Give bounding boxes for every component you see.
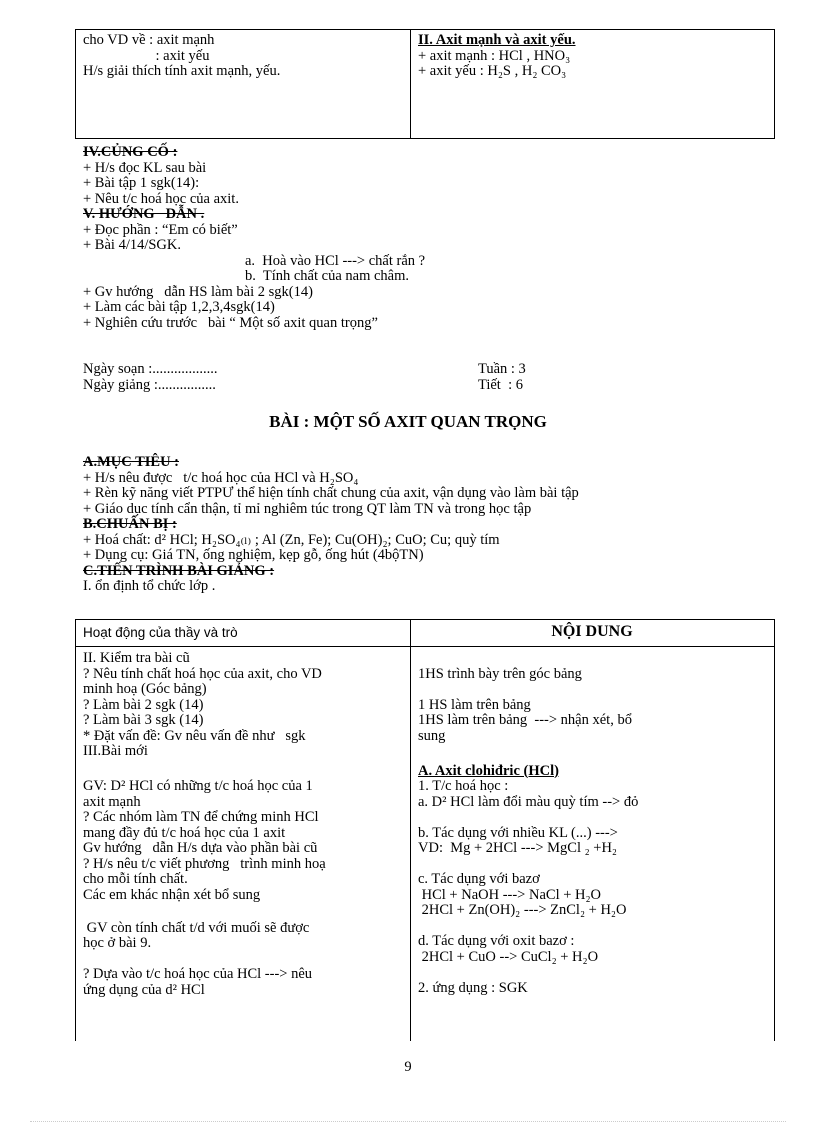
text-line: + Bài 4/14/SGK. — [83, 237, 182, 253]
table-cell-line: ? Các nhóm làm TN để chứng minh HCl — [83, 809, 319, 825]
cung-co-section — [83, 145, 425, 331]
table-left-column — [83, 651, 405, 998]
text-line: + Nêu t/c hoá học của axit. — [83, 190, 239, 207]
text-line: + Làm các bài tập 1,2,3,4sgk(14) — [83, 299, 275, 315]
table-cell-line: HCl + NaOH ---> NaCl + H₂O — [418, 886, 602, 903]
text-line: + Nghiên cứu trước bài “ Một số axit quan trọng” — [83, 314, 378, 331]
text-line: : axit yếu — [83, 47, 210, 64]
table-cell-line: b. Tác dụng với nhiều KL (...) ---> — [418, 824, 618, 841]
table-cell-line: ? Làm bài 2 sgk (14) — [83, 696, 204, 713]
text-line: + Rèn kỹ năng viết PTPƯ thể hiện tính chất chung của axit, vận dụng vào làm bài tập — [83, 485, 579, 501]
section-heading: B.CHUẨN BỊ : — [83, 516, 177, 532]
section-heading: V. HƯỚNG DẪN . — [83, 206, 205, 222]
table-cell-line: ? Dựa vào t/c hoá học của HCl ---> nêu — [83, 966, 313, 982]
table-cell-line: A. Axit clohiđric (HCl) — [418, 762, 559, 779]
table-cell-line: ? H/s nêu t/c viết phương trình minh hoạ — [83, 855, 326, 872]
table-cell-line: II. Kiểm tra bài cũ — [83, 650, 190, 666]
table-cell-line: 2HCl + Zn(OH)₂ ---> ZnCl₂ + H₂O — [418, 902, 627, 918]
section-heading: A.MỤC TIÊU : — [83, 454, 179, 470]
top-table-divider — [410, 29, 411, 139]
section-heading: C.TIẾN TRÌNH BÀI GIẢNG : — [83, 562, 275, 579]
page-title: BÀI : MỘT SỐ AXIT QUAN TRỌNG — [269, 412, 547, 431]
table-cell-line: minh hoạ (Góc bảng) — [83, 681, 207, 697]
text-line: + axit yếu : H₂S , H₂ CO₃ — [418, 63, 567, 79]
text-line: + H/s đọc KL sau bài — [83, 159, 207, 176]
table-cell-line: Gv hướng dẫn H/s dựa vào phần bài cũ — [83, 840, 318, 856]
table-header-border — [75, 646, 775, 647]
table-cell-line — [418, 919, 770, 935]
table-left-border — [75, 619, 76, 1041]
text-line: + Đọc phần : “Em có biết” — [83, 221, 238, 238]
section-heading: IV.CỦNG CỐ : — [83, 144, 178, 160]
table-right-column — [418, 651, 770, 996]
table-cell-line — [418, 965, 770, 981]
table-cell-line: cho mỗi tính chất. — [83, 871, 188, 887]
table-cell-line: sung — [418, 727, 446, 744]
top-table-right — [418, 33, 576, 80]
table-cell-line: * Đặt vấn đề: Gv nêu vấn đề như sgk — [83, 727, 306, 744]
table-divider — [410, 619, 411, 1041]
table-cell-line: ? Làm bài 3 sgk (14) — [83, 712, 204, 728]
table-cell-line — [418, 651, 770, 667]
tuan: Tuần : 3 — [478, 361, 526, 377]
top-table-left — [83, 33, 280, 80]
table-cell-line — [418, 682, 770, 698]
table-cell-line: c. Tác dụng với bazơ — [418, 871, 540, 887]
table-cell-line: 2HCl + CuO --> CuCl₂ + H₂O — [418, 948, 599, 965]
page-edge — [30, 1121, 786, 1122]
table-cell-line: axit mạnh — [83, 793, 141, 810]
table-cell-line: 1 HS làm trên bảng — [418, 696, 531, 713]
table-cell-line — [83, 952, 405, 968]
text-line: + Gv hướng dẫn HS làm bài 2 sgk(14) — [83, 283, 313, 300]
text-line: + Dụng cụ: Giá TN, ống nghiệm, kẹp gỗ, ống hút (4bộTN) — [83, 547, 424, 563]
table-top-border — [75, 619, 775, 620]
table-cell-line: mang đầy đủ t/c hoá học của 1 axit — [83, 824, 286, 841]
text-line: + H/s nêu được t/c hoá học của HCl và H₂SO₄ — [83, 469, 359, 486]
table-cell-line: Các em khác nhận xét bổ sung — [83, 886, 261, 903]
text-line: b. Tính chất của nam châm. — [245, 268, 410, 284]
page-number: 9 — [404, 1059, 412, 1075]
tiet: Tiết : 6 — [478, 376, 523, 393]
table-cell-line: ứng dụng của d² HCl — [83, 981, 205, 998]
table-header-right: NỘI DUNG — [551, 623, 633, 640]
table-header-left: Hoạt động của thầy và trò — [83, 625, 238, 640]
table-cell-line — [83, 760, 405, 776]
table-cell-line: 1. T/c hoá học : — [418, 778, 509, 794]
table-cell-line: GV còn tính chất t/d với muối sẽ được — [83, 919, 310, 936]
text-line: H/s giải thích tính axit mạnh, yếu. — [83, 63, 281, 79]
table-cell-line: ? Nêu tính chất hoá học của axit, cho VD — [83, 665, 322, 682]
objectives-section — [83, 455, 579, 595]
text-line: cho VD về : axit mạnh — [83, 32, 215, 48]
table-cell-line: học ở bài 9. — [83, 935, 152, 951]
table-cell-line: III.Bài mới — [83, 743, 148, 759]
text-line: + axit mạnh : HCl , HNO₃ — [418, 47, 571, 64]
table-cell-line — [418, 857, 770, 873]
text-line: + Hoá chất: d² HCl; H₂SO₄₍ₗ₎ ; Al (Zn, Fe); Cu(OH)₂; CuO; Cu; quỳ tím — [83, 531, 500, 548]
table-cell-line: 1HS làm trên bảng ---> nhận xét, bổ — [418, 712, 632, 728]
table-cell-line: 2. ứng dụng : SGK — [418, 979, 528, 996]
ngay-giang: Ngày giảng :................ — [83, 376, 216, 393]
table-cell-line — [418, 744, 770, 760]
week-block — [478, 362, 526, 393]
table-cell-line: GV: D² HCl có những t/c hoá học của 1 — [83, 778, 313, 794]
date-block — [83, 362, 218, 393]
section-heading: II. Axit mạnh và axit yếu. — [418, 32, 576, 48]
table-cell-line: a. D² HCl làm đổi màu quỳ tím --> đỏ — [418, 793, 639, 810]
ngay-soan: Ngày soạn :.................. — [83, 361, 218, 377]
table-cell-line: d. Tác dụng với oxit bazơ : — [418, 933, 575, 949]
table-cell-line — [83, 905, 405, 921]
table-right-border — [774, 619, 775, 1041]
table-cell-line: 1HS trình bày trên góc bảng — [418, 665, 582, 682]
text-line: + Bài tập 1 sgk(14): — [83, 175, 200, 191]
table-cell-line — [418, 810, 770, 826]
text-line: + Giáo dục tính cẩn thận, tỉ mỉ nghiêm túc trong QT làm TN và trong học tập — [83, 500, 532, 517]
table-cell-line: VD: Mg + 2HCl ---> MgCl ₂ +H₂ — [418, 840, 617, 856]
text-line: a. Hoà vào HCl ---> chất rắn ? — [245, 252, 426, 269]
text-line: I. ổn định tổ chức lớp . — [83, 578, 216, 594]
